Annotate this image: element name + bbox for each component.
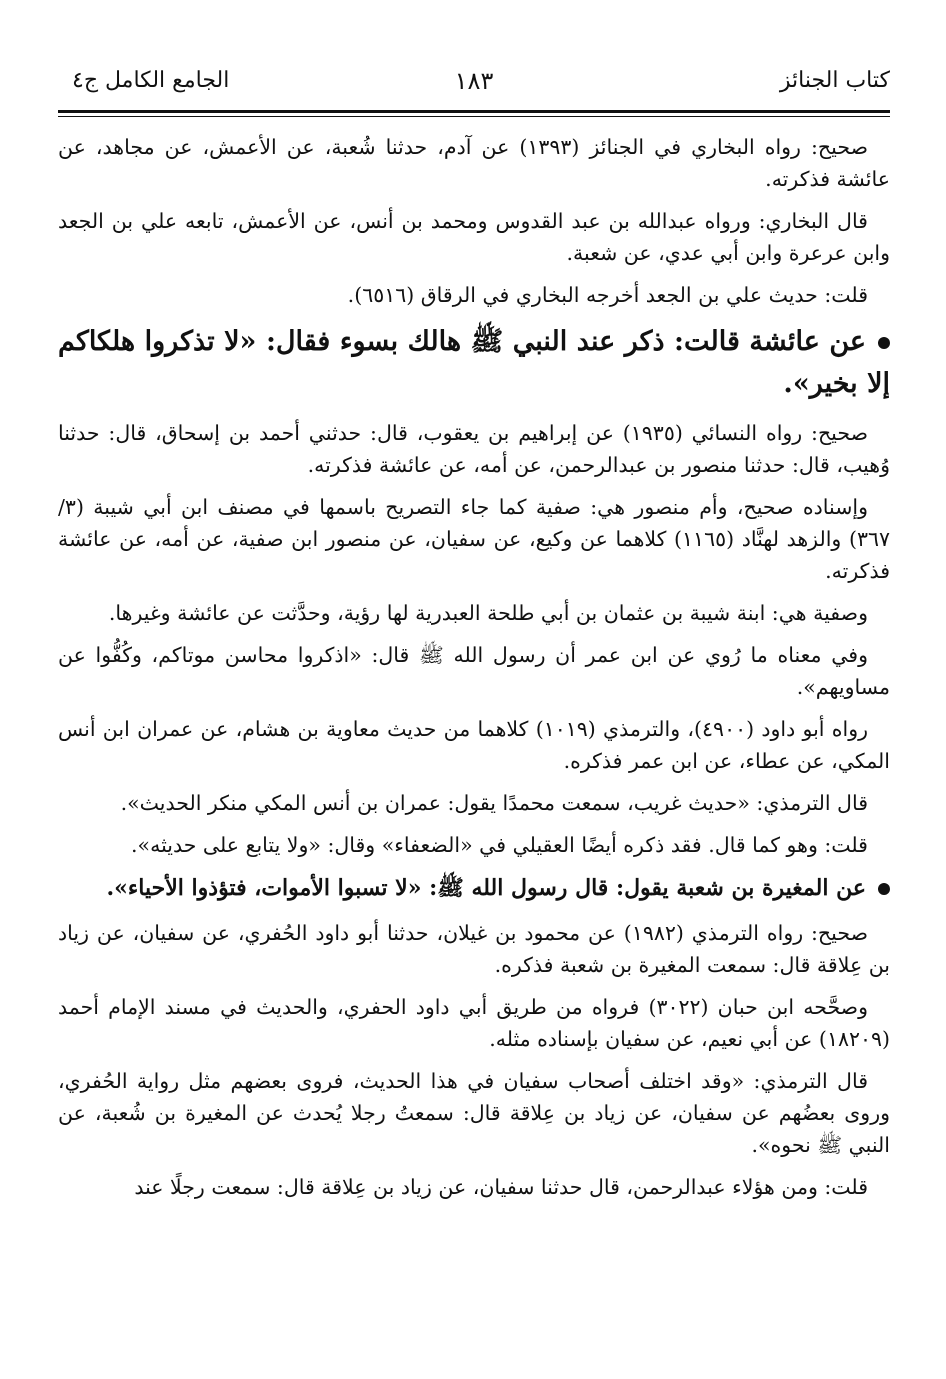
- paragraph: رواه أبو داود (٤٩٠٠)، والترمذي (١٠١٩) كلاهما من حديث معاوية بن هشام، عن عمران ابن أنس المكي، عن عطاء، عن ابن عمر فذكره.: [58, 717, 890, 773]
- page-body: [58, 131, 890, 1203]
- paragraph: قال الترمذي: «حديث غريب، سمعت محمدًا يقول: عمران بن أنس المكي منكر الحديث».: [120, 791, 868, 815]
- bullet-icon: [878, 337, 890, 349]
- paragraph: وفي معناه ما رُوي عن ابن عمر أن رسول الله ﷺ قال: «اذكروا محاسن موتاكم، وكُفُّوا عن مساويهم».: [58, 643, 890, 699]
- book-page: [58, 54, 890, 1364]
- header-rule-thick: [58, 110, 890, 113]
- hadith-paragraph: عن المغيرة بن شعبة يقول: قال رسول الله ﷺ: «لا تسبوا الأموات، فتؤذوا الأحياء».: [58, 871, 890, 905]
- paragraph: قلت: ومن هؤلاء عبدالرحمن، قال حدثنا سفيان، عن زياد بن عِلاقة قال: سمعت رجلًا عند: [134, 1175, 868, 1199]
- paragraph: صحيح: رواه الترمذي (١٩٨٢) عن محمود بن غيلان، حدثنا أبو داود الحُفري، عن سفيان، عن زياد بن عِلاقة قال: سمعت المغيرة بن شعبة فذكره.: [58, 921, 890, 977]
- paragraph: وصحَّحه ابن حبان (٣٠٢٢) فرواه من طريق أبي داود الحفري، والحديث في مسند الإمام أحمد (١٨٢٠٩) عن أبي نعيم، عن سفيان بإسناده مثله.: [58, 995, 890, 1051]
- paragraph: وإسناده صحيح، وأم منصور هي: صفية كما جاء التصريح باسمها في مصنف ابن أبي شيبة (٣/ ٣٦٧) والزهد لهنَّاد (١١٦٥) كلاهما عن وكيع، عن سفيان، عن منصور ابن صفية، عن أمه، عن عائشة فذكرته.: [58, 495, 891, 583]
- paragraph: قلت: وهو كما قال. فقد ذكره أيضًا العقيلي في «الضعفاء» وقال: «ولا يتابع على حديثه».: [131, 833, 868, 857]
- page-header: [58, 54, 890, 106]
- paragraph: قلت: حديث علي بن الجعد أخرجه البخاري في الرقاق (٦٥١٦).: [347, 283, 868, 307]
- bullet-icon: [878, 883, 890, 895]
- header-rule-thin: [58, 116, 890, 117]
- book-title: الجامع الكامل ج٤: [72, 68, 230, 93]
- paragraph: قال الترمذي: «وقد اختلف أصحاب سفيان في هذا الحديث، فروى بعضهم مثل رواية الحُفري، وروى بعضُهم عن سفيان، عن زياد بن عِلاقة قال: سمعتُ رجلا يُحدث عن المغيرة بن شُعبة، عن النبي ﷺ نحوه».: [58, 1069, 890, 1157]
- paragraph: صحيح: رواه البخاري في الجنائز (١٣٩٣) عن آدم، حدثنا شُعبة، عن الأعمش، عن مجاهد، عن عائشة فذكرته.: [58, 135, 890, 191]
- paragraph: قال البخاري: ورواه عبدالله بن عبد القدوس ومحمد بن أنس، عن الأعمش، تابعه علي بن الجعد وابن عرعرة وابن أبي عدي، عن شعبة.: [58, 209, 890, 265]
- hadith-paragraph: عن عائشة قالت: ذكر عند النبي ﷺ هالك بسوء فقال: «لا تذكروا هلكاكم إلا بخير».: [58, 326, 890, 399]
- chapter-title: كتاب الجنائز: [779, 68, 890, 93]
- paragraph: وصفية هي: ابنة شيبة بن عثمان بن أبي طلحة العبدرية لها رؤية، وحدَّثت عن عائشة وغيرها.: [108, 601, 868, 625]
- paragraph: صحيح: رواه النسائي (١٩٣٥) عن إبراهيم بن يعقوب، قال: حدثني أحمد بن إسحاق، قال: حدثنا وُهيب، قال: حدثنا منصور بن عبدالرحمن، عن أمه، عن عائشة فذكرته.: [58, 421, 890, 477]
- page-number: ١٨٣: [454, 67, 494, 95]
